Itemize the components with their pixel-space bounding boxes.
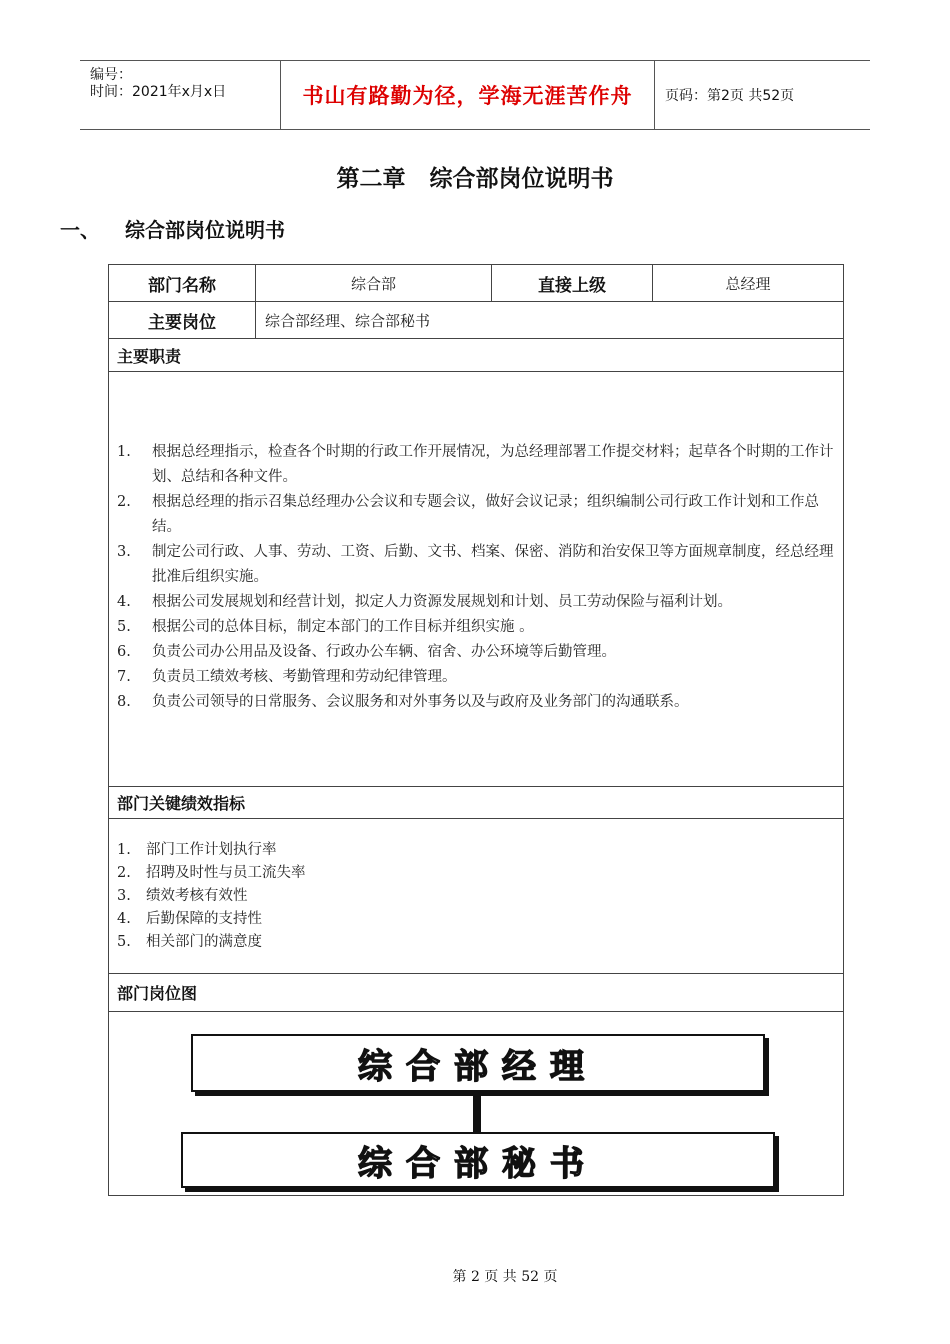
superior-value: 总经理 [652,265,843,301]
duty-item: 4. 根据公司发展规划和经营计划，拟定人力资源发展规划和计划、员工劳动保险与福利计划。 [117,594,732,610]
duty-item: 6. 负责公司办公用品及设备、行政办公车辆、宿舍、办公环境等后勤管理。 [117,644,616,660]
kpi-item: 1. 部门工作计划执行率 [117,842,277,858]
positions-value: 综合部经理、综合部秘书 [255,301,843,338]
page-footer: 第 2 页 共 52 页 [452,1269,558,1285]
duty-item: 5. 根据公司的总体目标，制定本部门的工作目标并组织实施 。 [117,619,534,635]
section-heading [60,214,285,243]
kpi-item: 4. 后勤保障的支持性 [117,911,262,927]
header-motto-cell [281,61,655,129]
page-header [80,60,870,130]
positions-label: 主要岗位 [109,301,255,338]
org-chart [109,1011,843,1195]
section-number: 一、 [60,218,100,242]
kpi-item: 3. 绩效考核有效性 [117,888,248,904]
job-description-table [108,264,844,1196]
org-node-manager: 综合部经理 [191,1034,765,1092]
kpi-body [109,818,843,973]
duty-item: 7. 负责员工绩效考核、考勤管理和劳动纪律管理。 [117,669,457,685]
kpi-list [117,839,841,954]
kpi-item: 2. 招聘及时性与员工流失率 [117,865,306,881]
kpi-heading: 部门关键绩效指标 [109,786,843,818]
duties-list [117,440,841,715]
duties-body [109,371,843,786]
header-motto: 书山有路勤为径，学海无涯苦作舟 [302,84,633,108]
superior-label: 直接上级 [491,265,652,301]
header-time: 时间：2021年x月x日 [90,84,227,100]
header-number: 编号： [90,67,132,83]
section-title: 综合部岗位说明书 [125,218,285,242]
org-node-secretary: 综合部秘书 [181,1132,775,1188]
org-connector [473,1092,481,1132]
dept-name-label: 部门名称 [148,275,216,296]
kpi-item: 5. 相关部门的满意度 [117,934,262,950]
duty-item: 3. 制定公司行政、人事、劳动、工资、后勤、文书、档案、保密、消防和治安保卫等方面规章制度，经总经理批准后组织实施。 [117,544,834,585]
header-page-cell [655,61,870,129]
org-chart-heading: 部门岗位图 [109,973,843,1011]
duty-item: 1. 根据总经理指示，检查各个时期的行政工作开展情况，为总经理部署工作提交材料；起草各个时期的工作计划、总结和各种文件。 [117,444,834,485]
duty-item: 2. 根据总经理的指示召集总经理办公会议和专题会议，做好会议记录；组织编制公司行政工作计划和工作总结。 [117,494,819,535]
duties-heading: 主要职责 [109,338,843,371]
header-meta [80,61,281,129]
chapter-title: 第二章 综合部岗位说明书 [336,166,614,192]
header-page-number: 页码：第2页 共52页 [665,88,795,104]
duty-item: 8. 负责公司领导的日常服务、会议服务和对外事务以及与政府及业务部门的沟通联系。 [117,694,689,710]
dept-name-value: 综合部 [255,265,491,301]
